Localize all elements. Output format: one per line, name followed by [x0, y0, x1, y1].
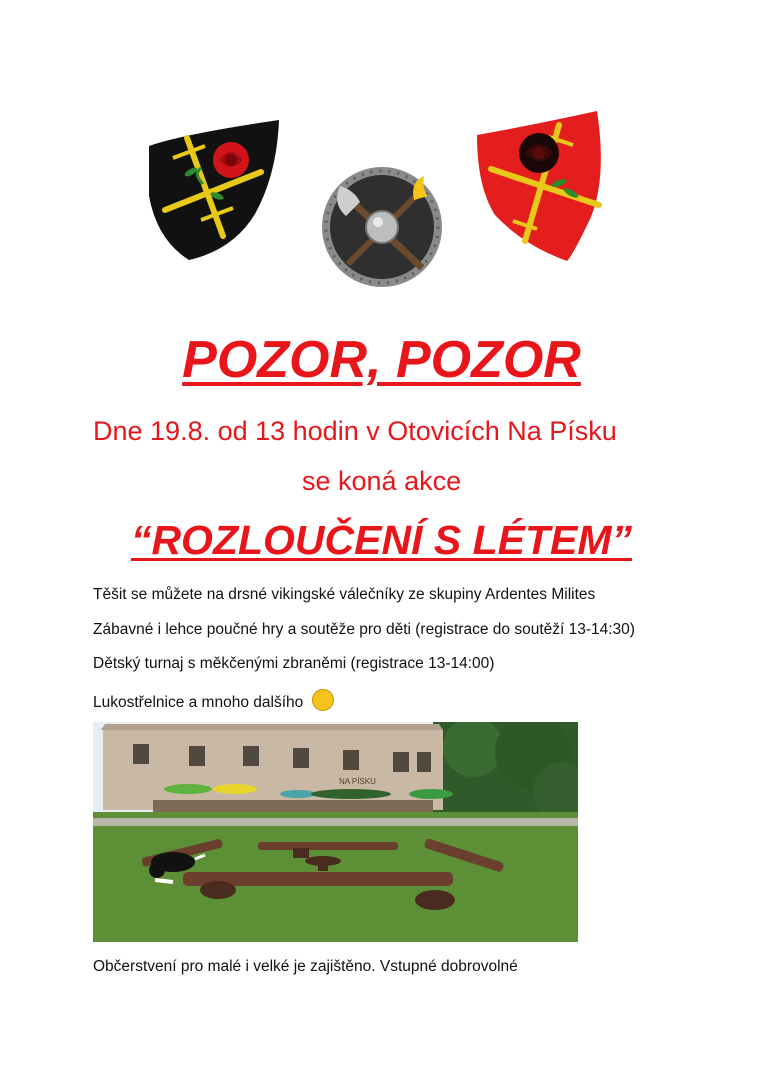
red-shield-emblem — [473, 107, 613, 265]
info-line-archery — [93, 689, 334, 712]
footer-text: Občerstvení pro malé i velké je zajištěno. Vstupné dobrovolné — [93, 958, 518, 975]
info-line-tournament: Dětský turnaj s měkčenými zbraněmi (registrace 13-14:00) — [93, 655, 495, 672]
viking-shield-emblem — [318, 164, 448, 290]
info-line-vikings: Těšit se můžete na drsné vikingské válečníky ze skupiny Ardentes Milites — [93, 586, 596, 603]
event-name: “ROZLOUČENÍ S LÉTEM” — [130, 517, 633, 563]
date-line: Dne 19.8. od 13 hodin v Otovicích Na Písku — [93, 416, 617, 446]
event-intro: se koná akce — [302, 466, 462, 496]
building-sign: NA PÍSKU — [339, 777, 376, 786]
info-line-games: Zábavné i lehce poučné hry a soutěže pro děti (registrace do soutěží 13-14:30) — [93, 621, 635, 638]
info-line-archery-text: Lukostřelnice a mnoho dalšího — [93, 694, 304, 711]
black-shield-emblem — [143, 114, 285, 264]
smiley-icon — [312, 689, 334, 711]
venue-photo — [93, 722, 578, 942]
poster-title: POZOR, POZOR — [182, 331, 581, 389]
